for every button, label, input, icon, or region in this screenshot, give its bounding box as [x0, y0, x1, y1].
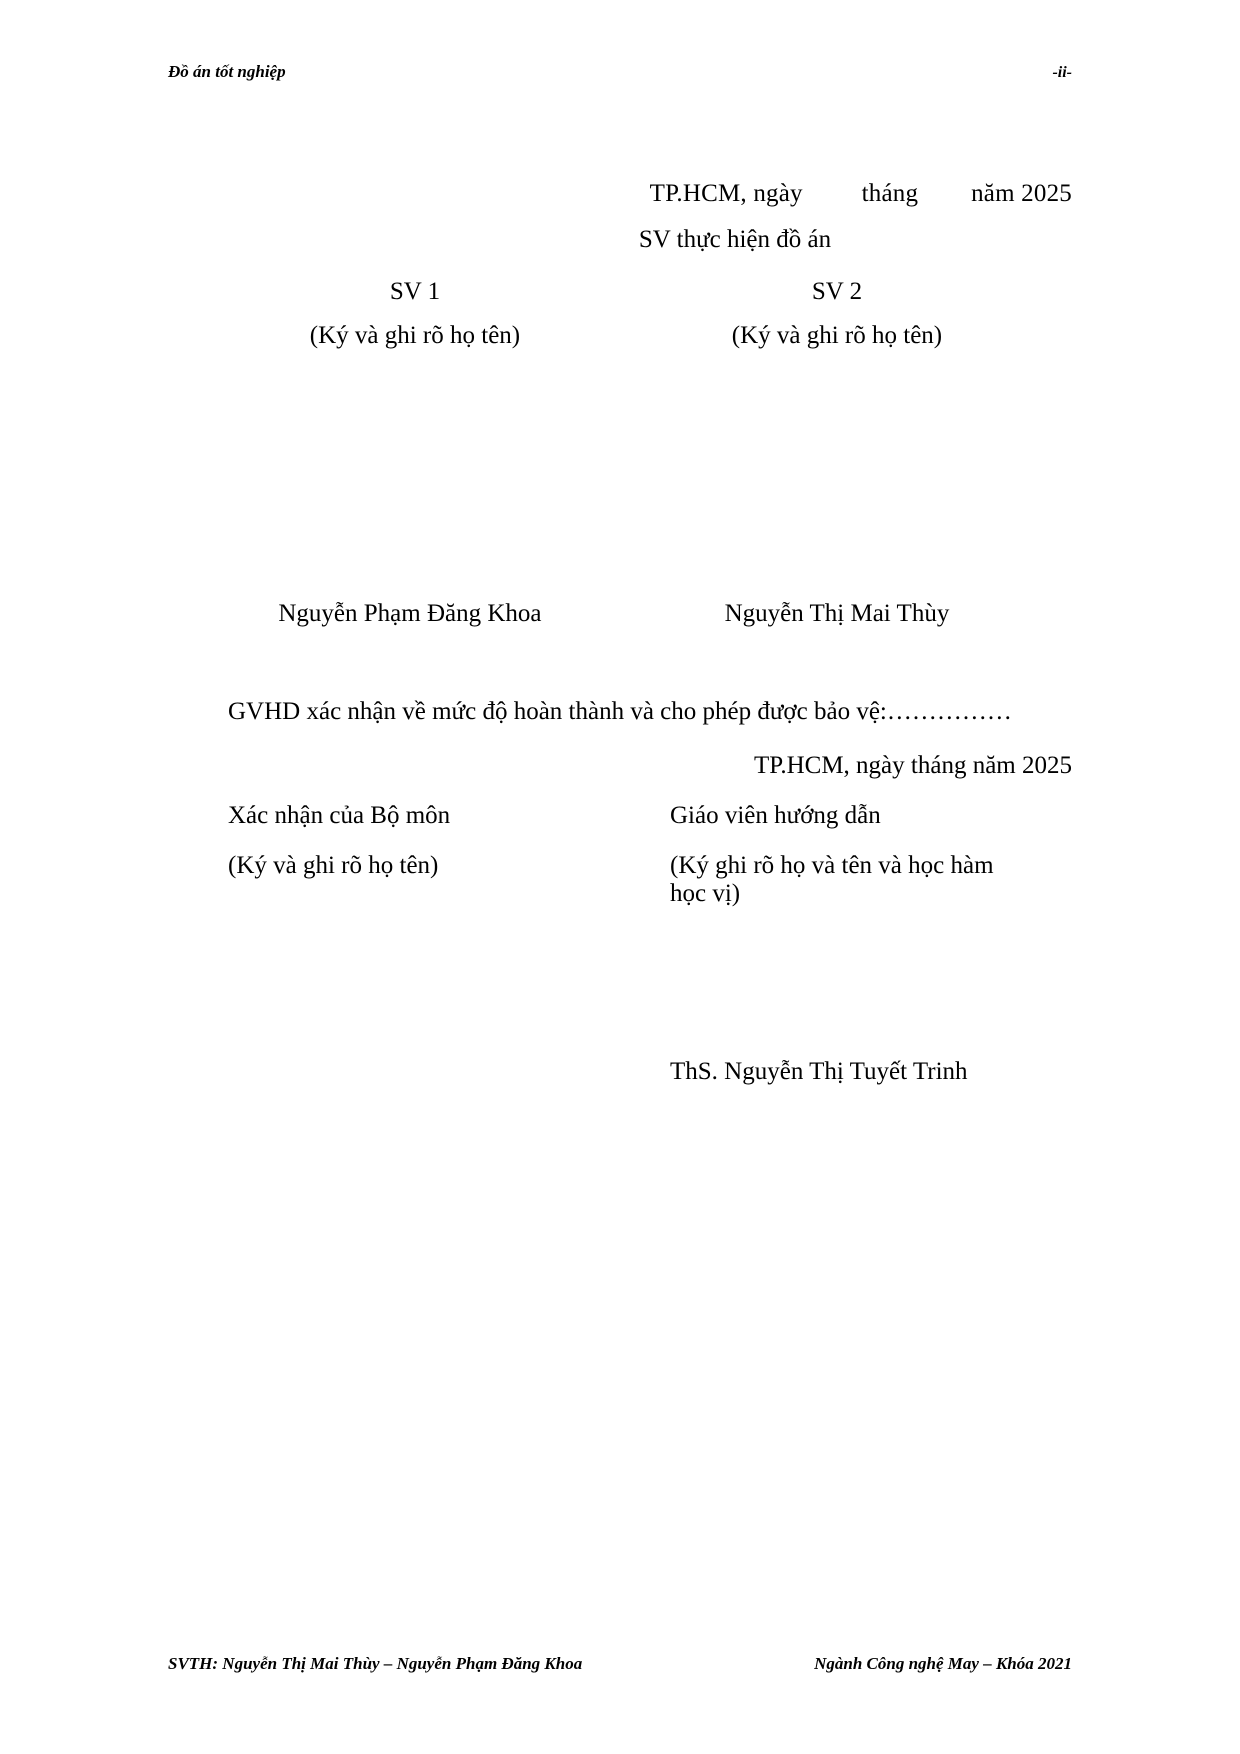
department-sign-note: (Ký và ghi rõ họ tên): [228, 852, 439, 879]
date-line-1-year: năm 2025: [971, 180, 1072, 207]
student-2-sign-note: (Ký và ghi rõ họ tên): [731, 322, 943, 349]
advisor-title: Giáo viên hướng dẫn: [670, 802, 881, 829]
date-line-2-year: năm 2025: [972, 752, 1072, 779]
page-number: -ii-: [1052, 64, 1072, 81]
page-header: [168, 62, 1072, 82]
footer-students: SVTH: Nguyễn Thị Mai Thùy – Nguyễn Phạm Đăng Khoa: [168, 1654, 583, 1673]
page-footer: [168, 1654, 1072, 1674]
student-section-title: SV thực hiện đồ án: [638, 226, 832, 253]
page-content: [168, 150, 1072, 1086]
student-1-sign-note: (Ký và ghi rõ họ tên): [309, 322, 521, 349]
student-1-label: SV 1: [389, 278, 441, 305]
advisor-sign-note-wrap: [620, 852, 1072, 908]
date-line-2-month: tháng: [910, 752, 967, 779]
student-1-name: Nguyễn Phạm Đăng Khoa: [278, 600, 542, 627]
date-line-1: [168, 180, 1072, 208]
advisor-confirmation-line: GVHD xác nhận về mức độ hoàn thành và cho phép được bảo vệ:……………: [228, 698, 1012, 725]
advisor-name-block: [168, 1058, 1072, 1086]
student-sign-notes-row: [168, 322, 1072, 350]
advisor-sign-note: (Ký ghi rõ họ và tên và học hàm học vị): [670, 852, 994, 907]
student-2-name: Nguyễn Thị Mai Thùy: [724, 600, 950, 627]
approval-titles-row: [168, 802, 1072, 830]
advisor-name: ThS. Nguyễn Thị Tuyết Trinh: [670, 1058, 968, 1085]
department-confirmation-title: Xác nhận của Bộ môn: [228, 802, 451, 829]
date-line-1-prefix: TP.HCM, ngày: [649, 180, 803, 207]
date-line-2: [168, 752, 1072, 780]
header-title: Đồ án tốt nghiệp: [168, 62, 286, 81]
footer-major: Ngành Công nghệ May – Khóa 2021: [814, 1654, 1072, 1673]
student-names-row: [168, 600, 1072, 628]
student-2-label: SV 2: [811, 278, 863, 305]
date-line-2-prefix: TP.HCM, ngày: [753, 752, 905, 779]
student-labels-row: [168, 278, 1072, 306]
approval-sign-notes-row: [168, 852, 1072, 908]
date-line-1-month: tháng: [861, 180, 919, 207]
